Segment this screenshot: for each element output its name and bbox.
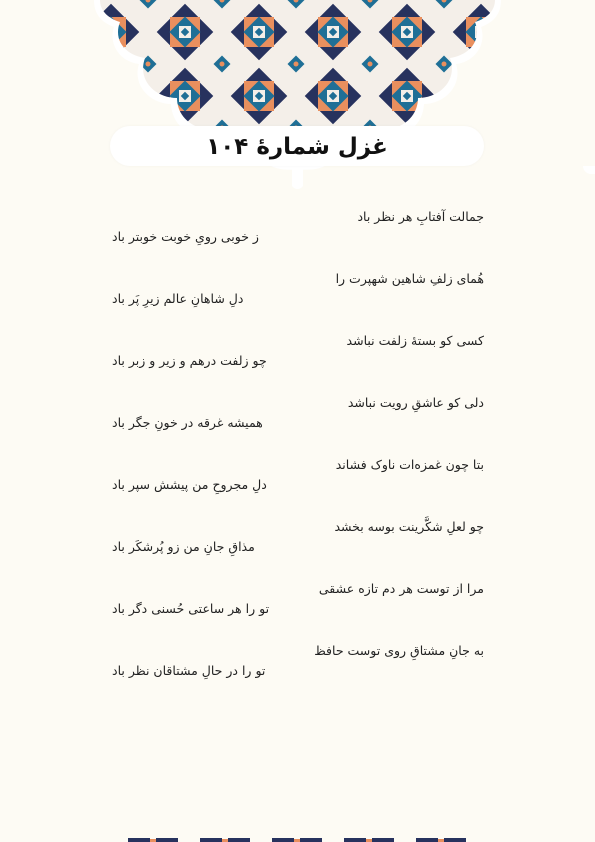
poem-body	[112, 206, 484, 702]
couplet	[112, 206, 484, 268]
couplet	[112, 578, 484, 640]
hemistich-second: دلِ مجروحِ من پیشش سپر باد	[112, 477, 267, 492]
hemistich-first: بتا چون غمزه‌ات ناوک فشاند	[335, 457, 484, 472]
hemistich-second: تو را هر ساعتی حُسنی دگر باد	[112, 601, 270, 616]
couplet	[112, 330, 484, 392]
couplet	[112, 516, 484, 578]
hemistich-first: چو لعلِ شکَّرینت بوسه بخشد	[334, 519, 484, 534]
hemistich-second: همیشه غرقه در خونِ جگر باد	[112, 415, 263, 430]
hemistich-first: به جانِ مشتاقِ روی توست حافظ	[314, 643, 484, 658]
hemistich-second: دلِ شاهانِ عالم زیرِ پَر باد	[112, 291, 244, 306]
hemistich-second: ز خوبی رویِ خوبت خوبتر باد	[112, 229, 259, 244]
hemistich-first: جمالت آفتابِ هر نظر باد	[357, 209, 484, 224]
hemistich-second: تو را در حالِ مشتاقان نظر باد	[112, 663, 266, 678]
couplet	[112, 640, 484, 702]
couplet	[112, 268, 484, 330]
decorative-tile-banner	[0, 0, 595, 200]
couplet	[112, 392, 484, 454]
page-title: غزل شمارهٔ ۱۰۴	[206, 134, 388, 160]
hemistich-second: مذاقِ جانِ من زو پُرشکَر باد	[112, 539, 255, 554]
hemistich-first: دلی کو عاشقِ رویت نباشد	[347, 395, 484, 410]
hemistich-first: کسی کو بستهٔ زلفت نباشد	[346, 333, 484, 348]
decorative-footer-strip	[0, 836, 595, 842]
couplet	[112, 454, 484, 516]
hemistich-first: هُمای زلفِ شاهین شهپرت را	[335, 271, 484, 286]
hemistich-second: چو زلفت درهم و زیر و زبر باد	[112, 353, 267, 368]
hemistich-first: مرا از توست هر دم تازه عشقی	[318, 581, 484, 596]
